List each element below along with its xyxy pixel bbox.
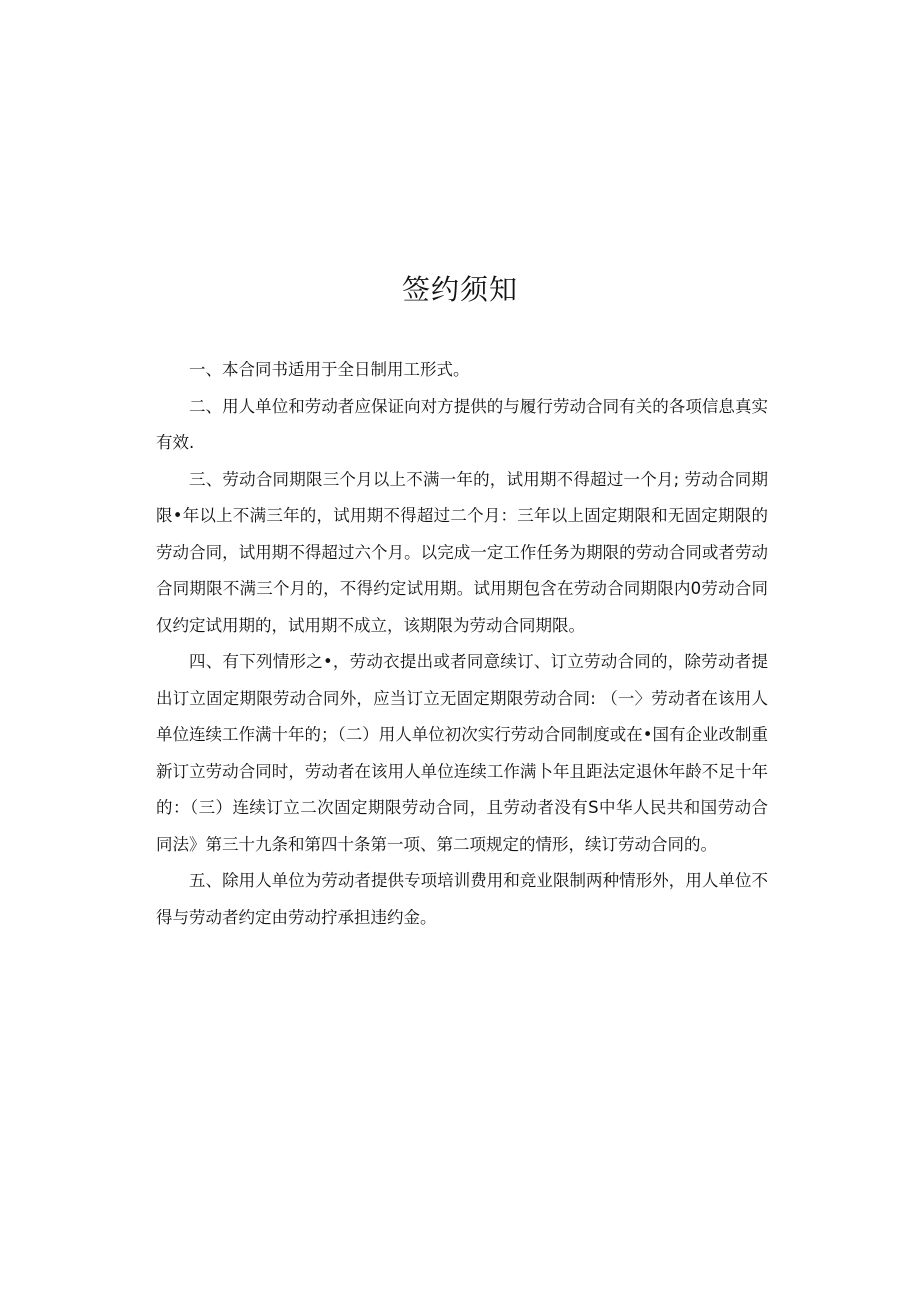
paragraph-1: 一、本合同书适用于全日制用工形式。 xyxy=(189,360,470,379)
paragraph-2: 二、用人单位和劳动者应保证向对方提供的与履行劳动合同有关的各项信息真实有效. xyxy=(156,396,768,452)
paragraph-5: 五、除用人单位为劳动者提供专项培训费用和竞业限制两种情形外，用人单位不得与劳动者约定由劳动拧承担违约金。 xyxy=(156,871,768,927)
paragraph-3: 三、劳动合同期限三个月以上不满一年的，试用期不得超过一个月; 劳动合同期限•年以上不满三年的，试用期不得超过二个月：三年以上固定期限和无固定期限的劳动合同，试用期不得超过六个月。以完成一定工作任务为期限的劳动合同或者劳动合同期限不满三个月的，不得约定试用期。试用期包含在劳动合同期限内0劳动合同仅约定试用期的，试用期不成立，该期限为劳动合同期限。 xyxy=(156,469,768,635)
paragraph-4: 四、有下列情形之•，劳动衣提出或者同意续订、订立劳动合同的，除劳动者提出订立固定期限劳动合同外，应当订立无固定期限劳动合同: （一〉劳动者在该用人单位连续工作满十年的；（二）用人单位初次实行劳动合同制度或在•国有企业改制重新订立劳动合同时，劳动者在该用人单位连续工作满卜年且距法定退休年龄不足十年的：（三）连续订立二次固定期限劳动合同，且劳动者没有S中华人民共和国劳动合同法》第三十九条和第四十条第一项、第二项规定的情形，续订劳动合同的。 xyxy=(156,652,768,854)
document-body xyxy=(156,352,768,936)
document-title: 签约须知 xyxy=(401,273,518,306)
